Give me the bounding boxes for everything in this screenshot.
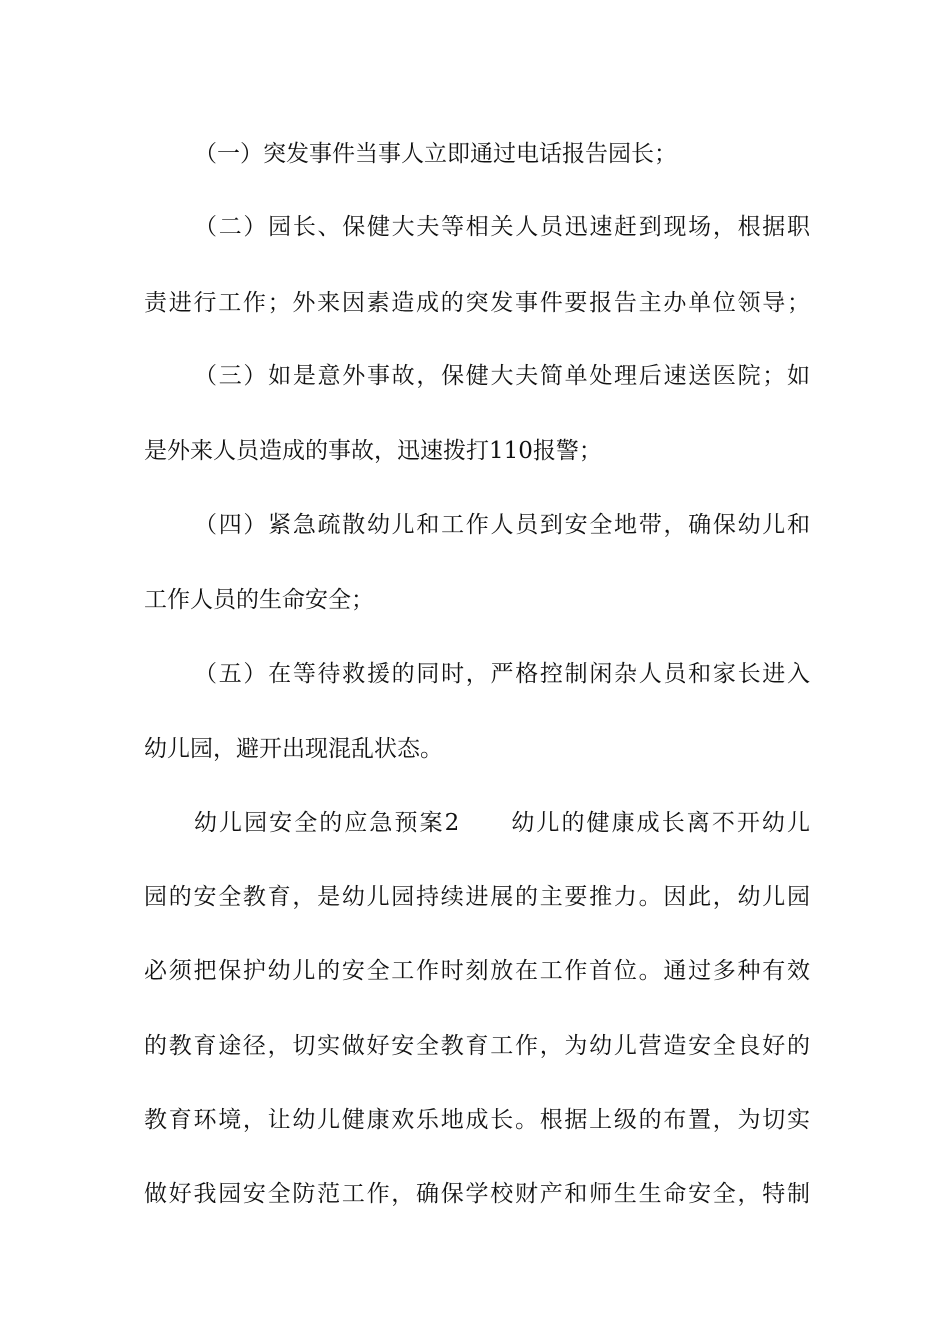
text-line: 是外来人员造成的事故，迅速拨打110报警；: [144, 438, 602, 464]
text-line: 幼儿园，避开出现混乱状态。: [144, 736, 443, 762]
text-line: 工作人员的生命安全；: [144, 587, 374, 613]
text-line: （五）在等待救援的同时，严格控制闲杂人员和家长进入: [194, 661, 810, 687]
text-line: 必须把保护幼儿的安全工作时刻放在工作首位。通过多种有效: [144, 958, 810, 984]
text-line: 教育环境，让幼儿健康欢乐地成长。根据上级的布置，为切实: [144, 1107, 810, 1133]
text-line: （四）紧急疏散幼儿和工作人员到安全地带，确保幼儿和: [194, 512, 810, 538]
text-line: （三）如是意外事故，保健大夫简单处理后速送医院；如: [194, 363, 810, 389]
text-line: 的教育途径，切实做好安全教育工作，为幼儿营造安全良好的: [144, 1033, 810, 1059]
text-line: 责进行工作；外来因素造成的突发事件要报告主办单位领导；: [144, 290, 810, 316]
text-line: （二）园长、保健大夫等相关人员迅速赶到现场，根据职: [194, 214, 810, 240]
section-heading-line: 幼儿园安全的应急预案2 幼儿的健康成长离不开幼儿: [194, 810, 810, 836]
text-line: （一）突发事件当事人立即通过电话报告园长；: [194, 141, 677, 167]
text-line: 做好我园安全防范工作，确保学校财产和师生生命安全，特制: [144, 1181, 810, 1207]
text-line: 园的安全教育，是幼儿园持续进展的主要推力。因此，幼儿园: [144, 884, 810, 910]
